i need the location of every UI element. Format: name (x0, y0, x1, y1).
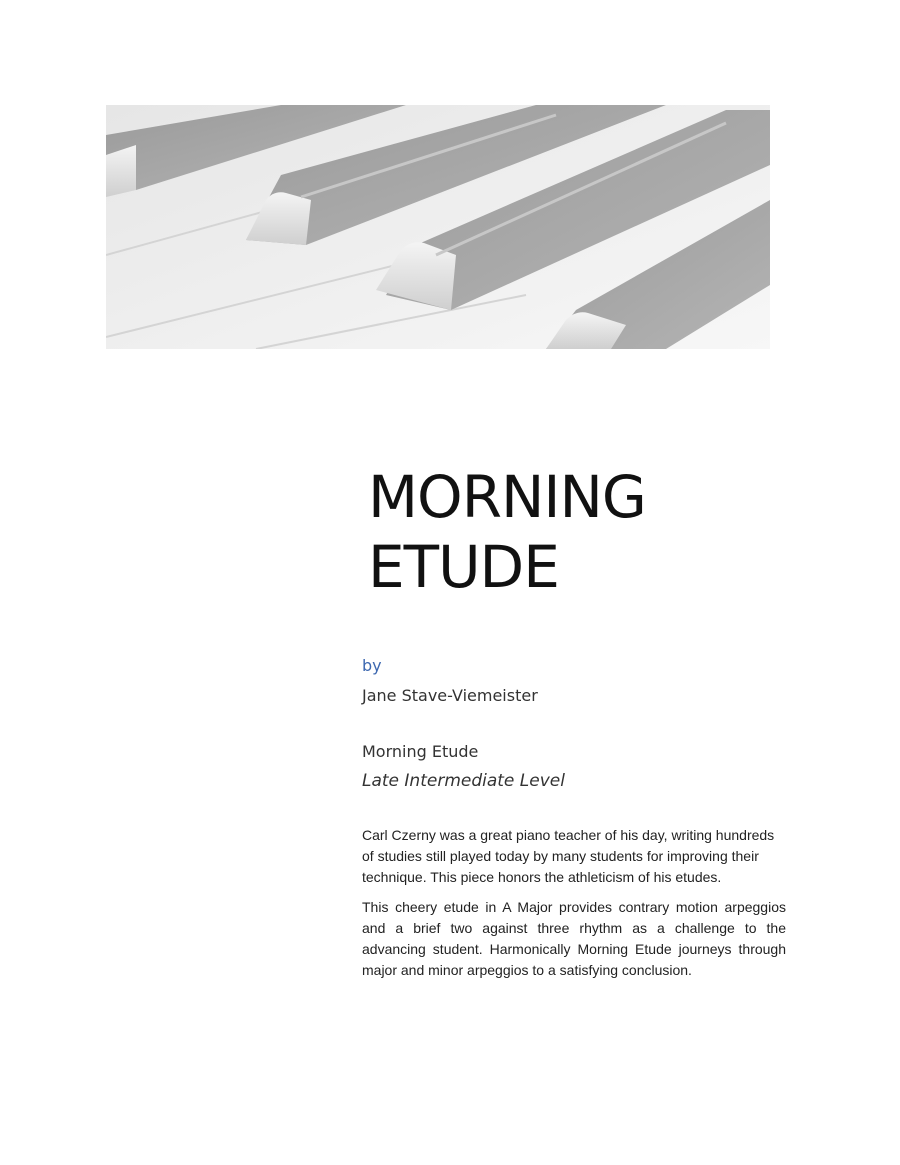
difficulty-level: Late Intermediate Level (362, 771, 565, 791)
description-paragraph-2: This cheery etude in A Major provides contrary motion arpeggios and a brief two against three rhythm as a challenge to the advancing student. Harmonically Morning Etude journeys through major and minor arpeggios to a satisfying conclusion. (362, 899, 786, 978)
piece-title: Morning Etude (362, 742, 479, 761)
title-line-1: MORNING (368, 463, 646, 531)
description-paragraph-1: Carl Czerny was a great piano teacher of his day, writing hundreds of studies still played today by many students for improving their technique. This piece honors the athleticism of his etudes. (362, 827, 775, 885)
description (362, 825, 786, 990)
piano-keys-illustration (106, 105, 770, 349)
author-name: Jane Stave-Viemeister (362, 686, 538, 705)
piano-keys-image (106, 105, 770, 349)
byline-label: by (362, 656, 382, 675)
title-line-2: ETUDE (368, 533, 559, 601)
page-title (368, 462, 646, 602)
